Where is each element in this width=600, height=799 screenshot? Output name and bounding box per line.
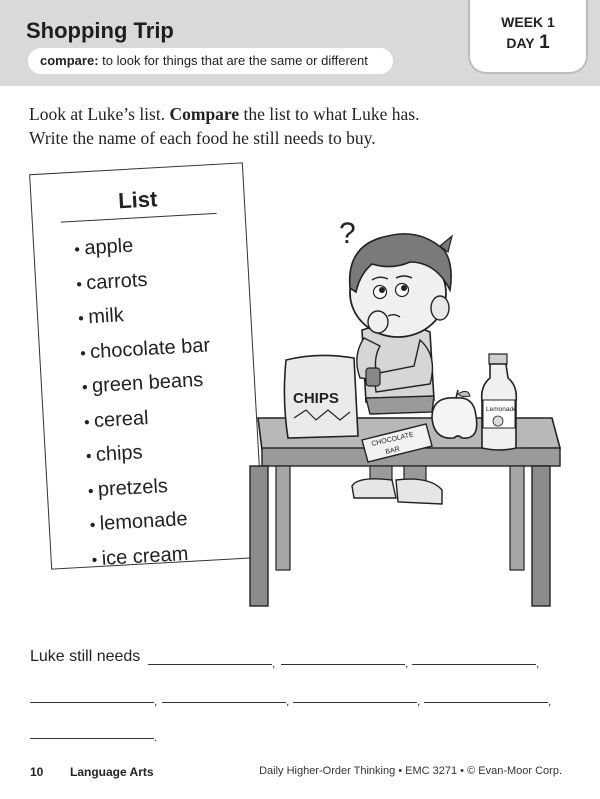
list-item: • ice cream (91, 536, 223, 578)
answer-prompt: Luke still needs (30, 648, 141, 665)
definition-text: to look for things that are the same or different (102, 53, 368, 68)
lemonade-label: Lemonade (486, 406, 517, 413)
answer-blank-1[interactable] (148, 664, 272, 665)
answer-blank-2[interactable] (281, 664, 405, 665)
week-label: WEEK 1 (501, 14, 555, 30)
comma: , (272, 656, 276, 670)
comma: , (286, 694, 290, 708)
list-item: • carrots (75, 260, 207, 302)
list-item: • chips (85, 432, 217, 474)
apple (432, 390, 477, 438)
chips-bag-label: CHIPS (293, 390, 339, 407)
list-item: • chocolate bar (79, 329, 211, 371)
chips-bag (284, 355, 358, 438)
instructions-part1: Look at Luke’s list. (29, 104, 166, 124)
comma: , (154, 694, 158, 708)
list-item: • apple (73, 226, 205, 268)
instructions-line2: Write the name of each food he still needs to buy. (29, 128, 376, 148)
chocolate-bar-label-1: CHOCOLATE (370, 431, 415, 448)
boy-body (357, 324, 434, 414)
boy-head (350, 234, 452, 337)
instructions-bold-word: Compare (169, 104, 240, 124)
footer-credit: Daily Higher-Order Thinking • EMC 3271 • © Evan-Moor Corp. (259, 765, 562, 777)
chocolate-bar-label-2: BAR (384, 445, 401, 456)
list-item: • pretzels (87, 467, 219, 509)
day-number: 1 (539, 32, 550, 53)
instructions-part2: the list to what Luke has. (243, 104, 420, 124)
list-item: • cereal (83, 398, 215, 440)
list-heading: List (117, 186, 158, 214)
vocabulary-term: compare: (40, 53, 99, 68)
answer-blank-6[interactable] (293, 702, 417, 703)
boy-legs (352, 466, 442, 504)
answer-blank-8[interactable] (30, 738, 154, 739)
comma: , (417, 694, 421, 708)
comma: , (536, 656, 540, 670)
list-item: • green beans (81, 363, 213, 405)
list-item: • lemonade (89, 501, 221, 543)
page-title: Shopping Trip (26, 18, 174, 43)
period: . (154, 730, 158, 744)
answer-blank-5[interactable] (162, 702, 286, 703)
comma: , (548, 694, 552, 708)
answer-blank-3[interactable] (412, 664, 536, 665)
answer-blank-7[interactable] (424, 702, 548, 703)
list-item: • milk (77, 295, 209, 337)
day-label: DAY (506, 35, 535, 51)
page-number: 10 (30, 765, 44, 779)
answer-blank-4[interactable] (30, 702, 154, 703)
footer-subject: Language Arts (70, 765, 154, 779)
lemonade-bottle (482, 354, 517, 450)
comma: , (405, 656, 409, 670)
question-mark: ? (339, 217, 356, 250)
